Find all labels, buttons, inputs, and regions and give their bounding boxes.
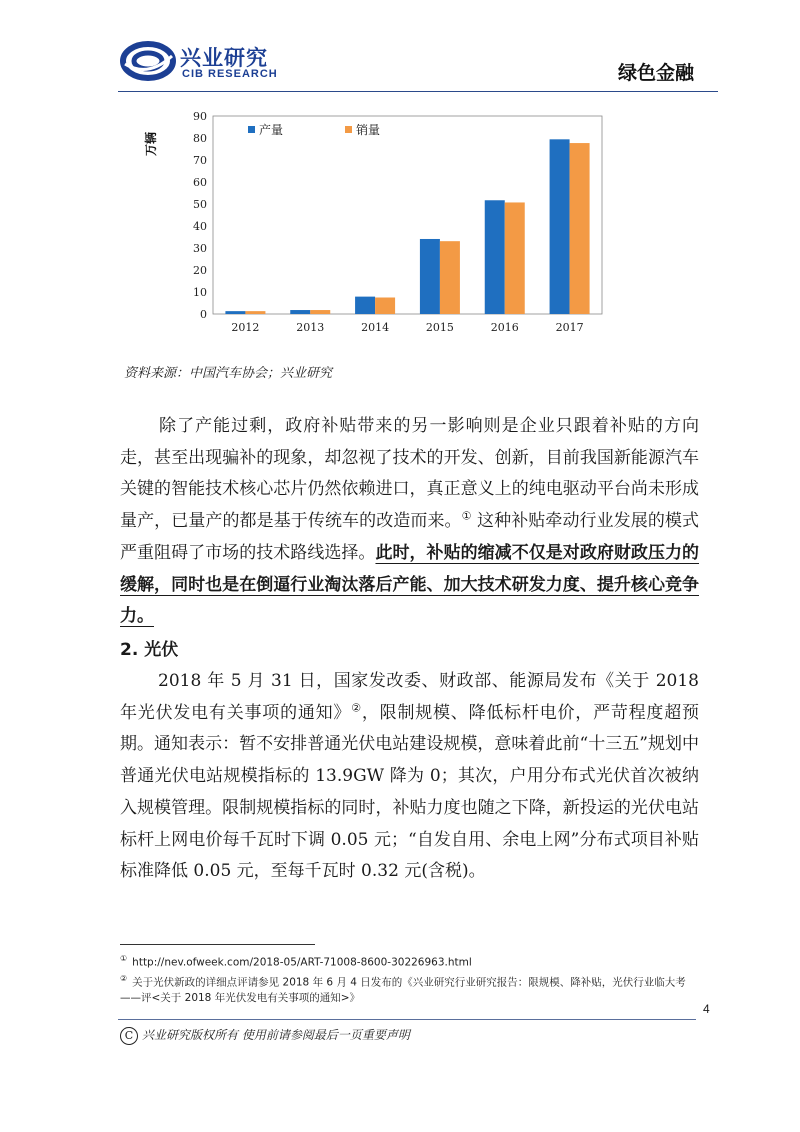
bar-sales-2017 bbox=[570, 143, 590, 314]
chart-svg bbox=[128, 104, 628, 344]
footnote-2 bbox=[120, 971, 695, 1007]
legend-label: 销量 bbox=[356, 123, 381, 137]
y-axis-label: 万辆 bbox=[144, 131, 158, 157]
logo-text-en: CIB RESEARCH bbox=[182, 68, 278, 80]
y-tick-label: 80 bbox=[193, 132, 207, 145]
bar-chart bbox=[128, 104, 628, 344]
bar-production-2015 bbox=[420, 239, 440, 314]
plot-frame bbox=[213, 116, 602, 314]
x-tick-label: 2014 bbox=[361, 321, 390, 334]
bar-production-2014 bbox=[355, 297, 375, 314]
footnote-divider bbox=[120, 944, 315, 945]
footnote-mark: ② bbox=[120, 974, 128, 983]
y-tick-label: 60 bbox=[193, 176, 207, 189]
bar-sales-2013 bbox=[310, 310, 330, 314]
logo-text-cn: 兴业研究 bbox=[180, 46, 268, 70]
copyright-notice bbox=[120, 1026, 410, 1045]
bar-production-2017 bbox=[550, 139, 570, 314]
footnote-mark: ① bbox=[120, 954, 128, 963]
paragraph-pv-policy bbox=[120, 666, 699, 888]
section-heading-pv: 2. 光伏 bbox=[120, 640, 179, 660]
section-title: 绿色金融 bbox=[617, 62, 694, 84]
y-tick-label: 10 bbox=[193, 286, 207, 299]
cib-research-logo bbox=[120, 38, 288, 84]
bar-production-2016 bbox=[485, 200, 505, 314]
x-tick-label: 2017 bbox=[555, 321, 584, 334]
chart-source-note: 资料来源：中国汽车协会；兴业研究 bbox=[124, 366, 333, 381]
para2-text-a: 2018 年 5 月 31 日，国家发改委、财政部、能源局发布《关于 2018 年光伏发电有关事项的通知》 bbox=[120, 671, 699, 723]
footnote-ref-1[interactable]: ① bbox=[461, 509, 472, 523]
copyright-icon: C bbox=[120, 1027, 138, 1045]
bar-sales-2012 bbox=[245, 311, 265, 314]
footnote-ref-2[interactable]: ② bbox=[351, 701, 362, 715]
para1-text-b: 这种补贴牵动行业发展的模式严重阻碍了市场的技术路线选择。 bbox=[120, 511, 700, 563]
y-tick-label: 0 bbox=[200, 308, 207, 321]
y-tick-label: 90 bbox=[193, 110, 207, 123]
footnotes bbox=[120, 951, 695, 1007]
footnote-1 bbox=[120, 951, 695, 971]
x-tick-label: 2016 bbox=[490, 321, 519, 334]
bar-sales-2016 bbox=[505, 202, 525, 314]
paragraph-ev-subsidy bbox=[120, 411, 699, 633]
y-tick-label: 40 bbox=[193, 220, 207, 233]
y-tick-label: 70 bbox=[193, 154, 207, 167]
para1-bold-conclusion: 此时，补贴的缩减不仅是对政府财政压力的缓解，同时也是在倒逼行业淘汰落后产能、加大技术研发力度、提升核心竞争力。 bbox=[120, 542, 700, 627]
para1-text-a: 除了产能过剩，政府补贴带来的另一影响则是企业只跟着补贴的方向走，甚至出现骗补的现象，却忽视了技术的开发、创新，目前我国新能源汽车关键的智能技术核心芯片仍然依赖进口，真正意义上的纯电驱动平台尚未形成量产，已量产的都是基于传统车的改造而来。 bbox=[120, 416, 699, 532]
legend-swatch-sales bbox=[345, 126, 352, 133]
legend-label: 产量 bbox=[259, 123, 284, 137]
bar-production-2012 bbox=[225, 311, 245, 314]
bar-sales-2015 bbox=[440, 241, 460, 314]
header-divider bbox=[118, 91, 718, 92]
cib-logo-icon bbox=[120, 38, 176, 84]
page-number: 4 bbox=[703, 1002, 710, 1016]
bar-production-2013 bbox=[290, 310, 310, 314]
footer-divider bbox=[118, 1019, 696, 1020]
x-tick-label: 2015 bbox=[425, 321, 454, 334]
y-tick-label: 20 bbox=[193, 264, 207, 277]
footnote-text: 关于光伏新政的详细点评请参见 2018 年 6 月 4 日发布的《兴业研究行业研究报告：限规模、降补贴，光伏行业临大考——评<关于 2018 年光伏发电有关事项的通知>》 bbox=[120, 976, 686, 1004]
x-tick-label: 2012 bbox=[231, 321, 260, 334]
x-tick-label: 2013 bbox=[296, 321, 325, 334]
para2-text-b: ，限制规模、降低标杆电价，严苛程度超预期。通知表示：暂不安排普通光伏电站建设规模，意味着此前“十三五”规划中普通光伏电站规模指标的 13.9GW 降为 0；其次，户用分布式光伏首次被纳入规模管理。限制规模指标的同时，补贴力度也随之下降，新投运的光伏电站标杆上网电价每千瓦时下调 0.05 元；“自发自用、余电上网”分布式项目补贴标准降低 0.05 元，至每千瓦时 0.32 元(含税)。 bbox=[120, 702, 700, 882]
y-tick-label: 30 bbox=[193, 242, 207, 255]
y-tick-label: 50 bbox=[193, 198, 207, 211]
copyright-text: 兴业研究版权所有 使用前请参阅最后一页重要声明 bbox=[142, 1028, 410, 1042]
footnote-link[interactable]: http://nev.ofweek.com/2018-05/ART-71008-8600-30226963.html bbox=[132, 956, 472, 969]
legend-swatch-production bbox=[248, 126, 255, 133]
bar-sales-2014 bbox=[375, 298, 395, 315]
